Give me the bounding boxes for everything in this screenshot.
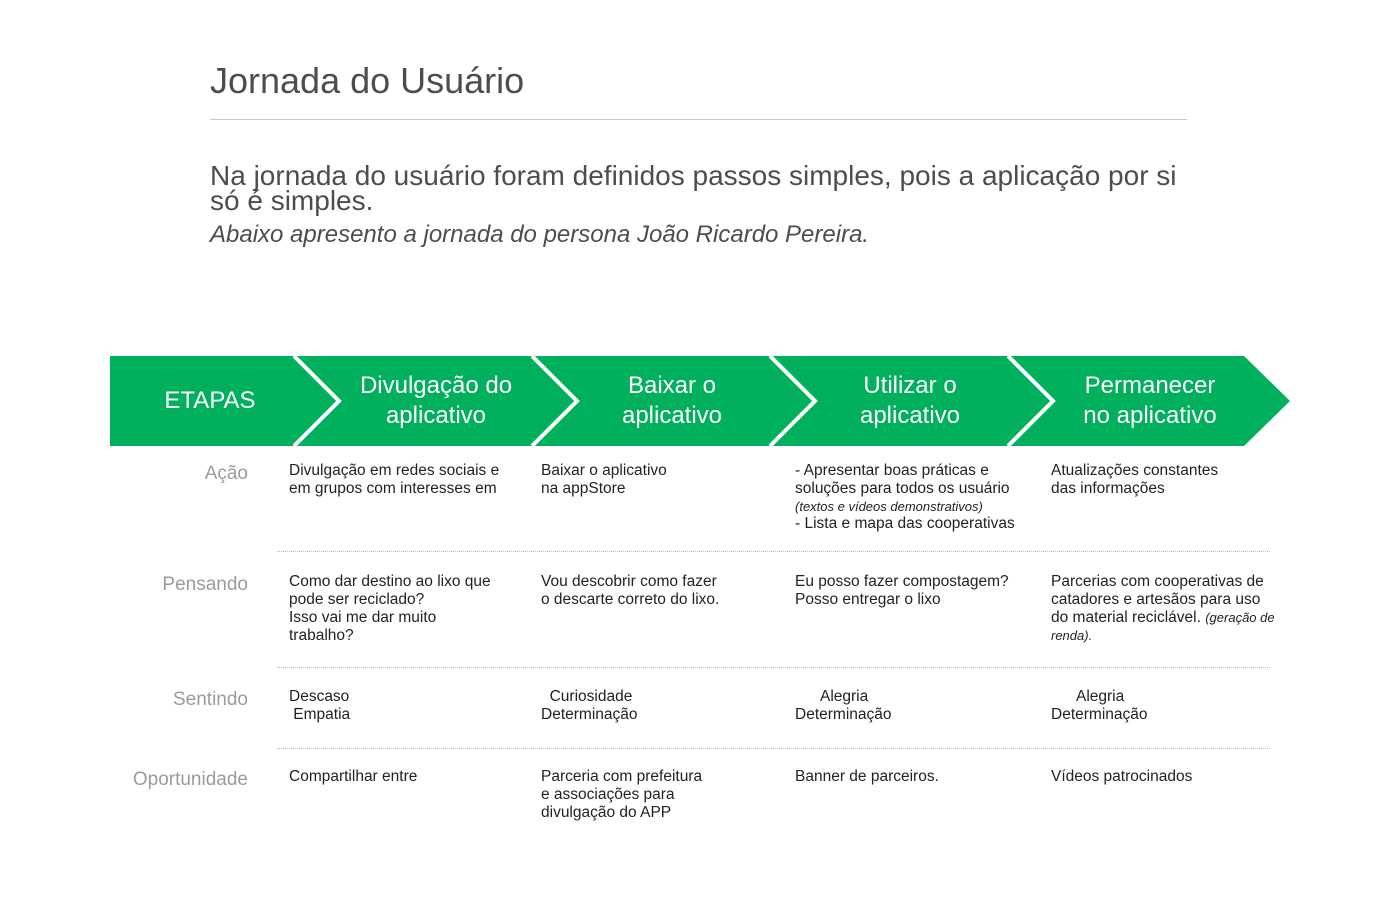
- cell-oportunidade-baixar: Parceria com prefeitura e associações para divulgação do APP: [541, 768, 703, 821]
- row-label-sentindo: Sentindo: [172, 689, 248, 710]
- stage-header-label: ETAPAS: [164, 387, 256, 414]
- row-label-acao: Ação: [204, 463, 248, 484]
- cell-sentindo-utilizar: Alegria Determinação: [795, 688, 892, 723]
- row-label-pensando: Pensando: [162, 574, 248, 595]
- cell-acao-utilizar-note: (textos e vídeos demonstrativos): [795, 499, 983, 514]
- cell-acao-utilizar: [795, 462, 1040, 533]
- cell-acao-utilizar-text: - Apresentar boas práticas e soluções para todos os usuário: [795, 462, 1010, 497]
- cell-pensando-permanecer-note: (geração de renda).: [1051, 610, 1275, 643]
- stages-banner: [110, 356, 1290, 446]
- stage-permanecer: Permanecer no aplicativo: [1083, 372, 1217, 429]
- row-label-oportunidade: Oportunidade: [132, 769, 248, 790]
- title-divider: [210, 119, 1187, 120]
- intro-subtext: Abaixo apresento a jornada do persona João Ricardo Pereira.: [210, 221, 870, 248]
- cell-sentindo-divulgacao: Descaso Empatia: [289, 688, 351, 723]
- cell-sentindo-permanecer: Alegria Determinação: [1051, 688, 1148, 723]
- cell-oportunidade-divulgacao: Compartilhar entre: [289, 768, 418, 785]
- cell-pensando-permanecer: [1051, 573, 1281, 645]
- row-divider: [277, 551, 1270, 552]
- row-divider: [277, 667, 1270, 668]
- page-title: Jornada do Usuário: [210, 60, 525, 101]
- cell-sentindo-baixar: Curiosidade Determinação: [541, 688, 638, 723]
- row-divider: [277, 748, 1270, 749]
- cell-oportunidade-permanecer: Vídeos patrocinados: [1051, 768, 1193, 785]
- cell-pensando-permanecer-text: Parcerias com cooperativas de catadores e artesãos para uso do material reciclável.: [1051, 573, 1264, 626]
- stage-utilizar: Utilizar o aplicativo: [859, 372, 961, 429]
- cell-acao-divulgacao: Divulgação em redes sociais e em grupos com interesses em: [289, 462, 500, 497]
- cell-pensando-utilizar: Eu posso fazer compostagem? Posso entregar o lixo: [795, 573, 1009, 608]
- cell-acao-baixar: Baixar o aplicativo na appStore: [541, 462, 667, 497]
- intro-text: Na jornada do usuário foram definidos passos simples, pois a aplicação por si só é simples.: [210, 160, 1177, 216]
- cell-oportunidade-utilizar: Banner de parceiros.: [795, 768, 939, 785]
- cell-acao-permanecer: Atualizações constantes das informações: [1051, 462, 1219, 497]
- cell-pensando-baixar: Vou descobrir como fazer o descarte correto do lixo.: [541, 573, 720, 608]
- cell-pensando-divulgacao: Como dar destino ao lixo que pode ser reciclado? Isso vai me dar muito trabalho?: [289, 573, 491, 644]
- stage-divulgacao: Divulgação do aplicativo: [359, 372, 513, 429]
- cell-acao-utilizar-extra: - Lista e mapa das cooperativas: [795, 515, 1015, 532]
- stage-baixar: Baixar o aplicativo: [621, 372, 723, 429]
